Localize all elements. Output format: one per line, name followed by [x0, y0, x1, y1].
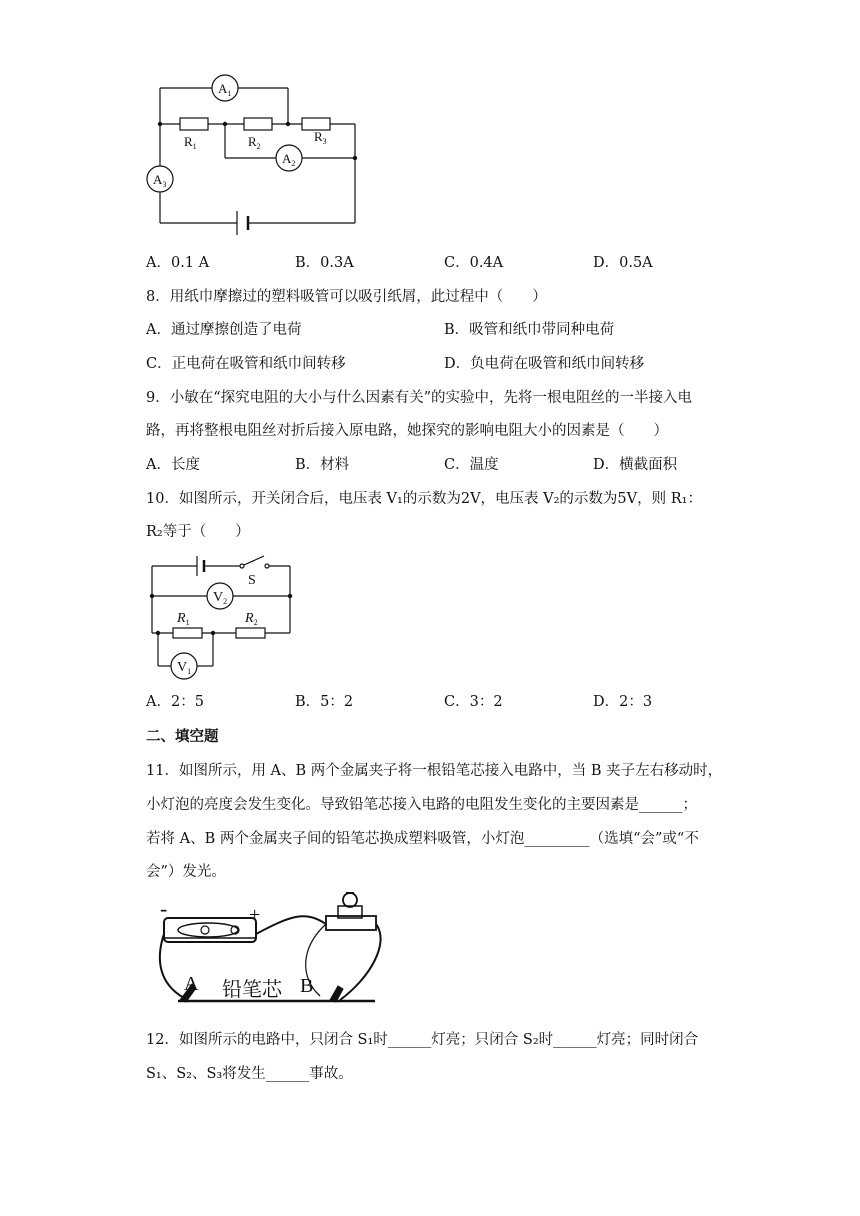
q7-option-d: D．0.5A — [593, 255, 653, 271]
r1-subscript: 1 — [192, 142, 197, 151]
q9-stem-line1: 9．小敏在“探究电阻的大小与什么因素有关”的实验中，先将一根电阻丝的一半接入电 — [146, 390, 693, 406]
r3-label: R — [314, 129, 323, 144]
q12-stem-line2: S₁、S₂、S₃将发生______事故。 — [146, 1066, 353, 1082]
clip-b-label: B — [300, 975, 314, 997]
q10-option-d: D．2：3 — [593, 694, 653, 710]
r1-subscript-fig2: 1 — [185, 618, 190, 627]
v1-label: V — [177, 660, 188, 675]
q11-stem-line1: 11．如图所示，用 A、B 两个金属夹子将一根铅笔芯接入电路中，当 B 夹子左右移动时， — [146, 763, 723, 779]
clip-a-label: A — [184, 973, 199, 995]
q9-option-b: B．材料 — [295, 457, 350, 473]
r2-subscript: 2 — [256, 142, 261, 151]
a2-label: A — [282, 151, 292, 166]
r1-label: R — [184, 134, 193, 149]
svg-text:R2 — [244, 611, 258, 627]
q9-option-c: C．温度 — [444, 457, 499, 473]
svg-text:R3 — [314, 129, 327, 146]
q10-option-a: A．2：5 — [146, 694, 204, 710]
svg-text:R2 — [248, 134, 261, 151]
pencil-lead-circuit-photo — [150, 888, 390, 1013]
q11-stem-line3: 若将 A、B 两个金属夹子间的铅笔芯换成塑料吸管，小灯泡_________（选填“会”或“不 — [146, 831, 699, 847]
a1-label: A — [218, 81, 228, 96]
r3-subscript: 3 — [322, 137, 327, 146]
q7-option-b: B．0.3A — [295, 255, 354, 271]
q8-stem: 8．用纸巾摩擦过的塑料吸管可以吸引纸屑，此过程中（ ） — [146, 289, 547, 305]
q12-stem-line1: 12．如图所示的电路中，只闭合 S₁时______灯亮；只闭合 S₂时______灯亮；同时闭合 — [146, 1032, 699, 1048]
q10-option-c: C．3：2 — [444, 694, 503, 710]
q9-option-d: D．横截面积 — [593, 457, 678, 473]
r1-label-fig2: R — [177, 611, 186, 626]
r2-subscript-fig2: 2 — [253, 618, 258, 627]
q7-option-c: C．0.4A — [444, 255, 504, 271]
circuit-diagram-voltmeters — [140, 548, 300, 683]
q8-option-b: B．吸管和纸巾带同种电荷 — [444, 322, 615, 338]
q8-option-c: C．正电荷在吸管和纸巾间转移 — [146, 356, 346, 372]
q10-stem-line2: R₂等于（ ） — [146, 524, 250, 540]
r2-label-fig2: R — [245, 611, 254, 626]
q10-stem-line1: 10．如图所示，开关闭合后，电压表 V₁的示数为2V，电压表 V₂的示数为5V，则 R₁： — [146, 491, 702, 507]
plus-sign: + — [249, 904, 261, 926]
circuit-diagram-ammeters — [140, 70, 370, 245]
q11-stem-line2: 小灯泡的亮度会发生变化。导致铅笔芯接入电路的电阻发生变化的主要因素是______； — [146, 797, 697, 813]
q9-stem-line2: 路，再将整根电阻丝对折后接入原电路，她探究的影响电阻大小的因素是（ ） — [146, 423, 668, 439]
svg-text:R1 — [184, 134, 197, 151]
switch-label: S — [248, 573, 256, 588]
q10-option-b: B．5：2 — [295, 694, 354, 710]
q8-option-d: D．负电荷在吸管和纸巾间转移 — [444, 356, 645, 372]
a3-subscript: 3 — [162, 180, 167, 189]
section-heading: 二、填空题 — [146, 728, 219, 745]
q8-option-a: A．通过摩擦创造了电荷 — [146, 322, 302, 338]
r2-label: R — [248, 134, 257, 149]
q9-option-a: A．长度 — [146, 457, 200, 473]
v2-subscript: 2 — [223, 597, 228, 606]
v1-subscript: 1 — [187, 667, 192, 676]
a1-subscript: 1 — [227, 89, 232, 98]
a2-subscript: 2 — [291, 159, 296, 168]
v2-label: V — [213, 590, 224, 605]
svg-text:R1 — [176, 611, 190, 627]
q7-option-a: A．0.1 A — [146, 255, 210, 271]
q11-stem-line4: 会”）发光。 — [146, 864, 226, 880]
pencil-lead-label: 铅笔芯 — [222, 979, 282, 1001]
minus-sign: - — [160, 896, 168, 921]
a3-label: A — [153, 172, 163, 187]
